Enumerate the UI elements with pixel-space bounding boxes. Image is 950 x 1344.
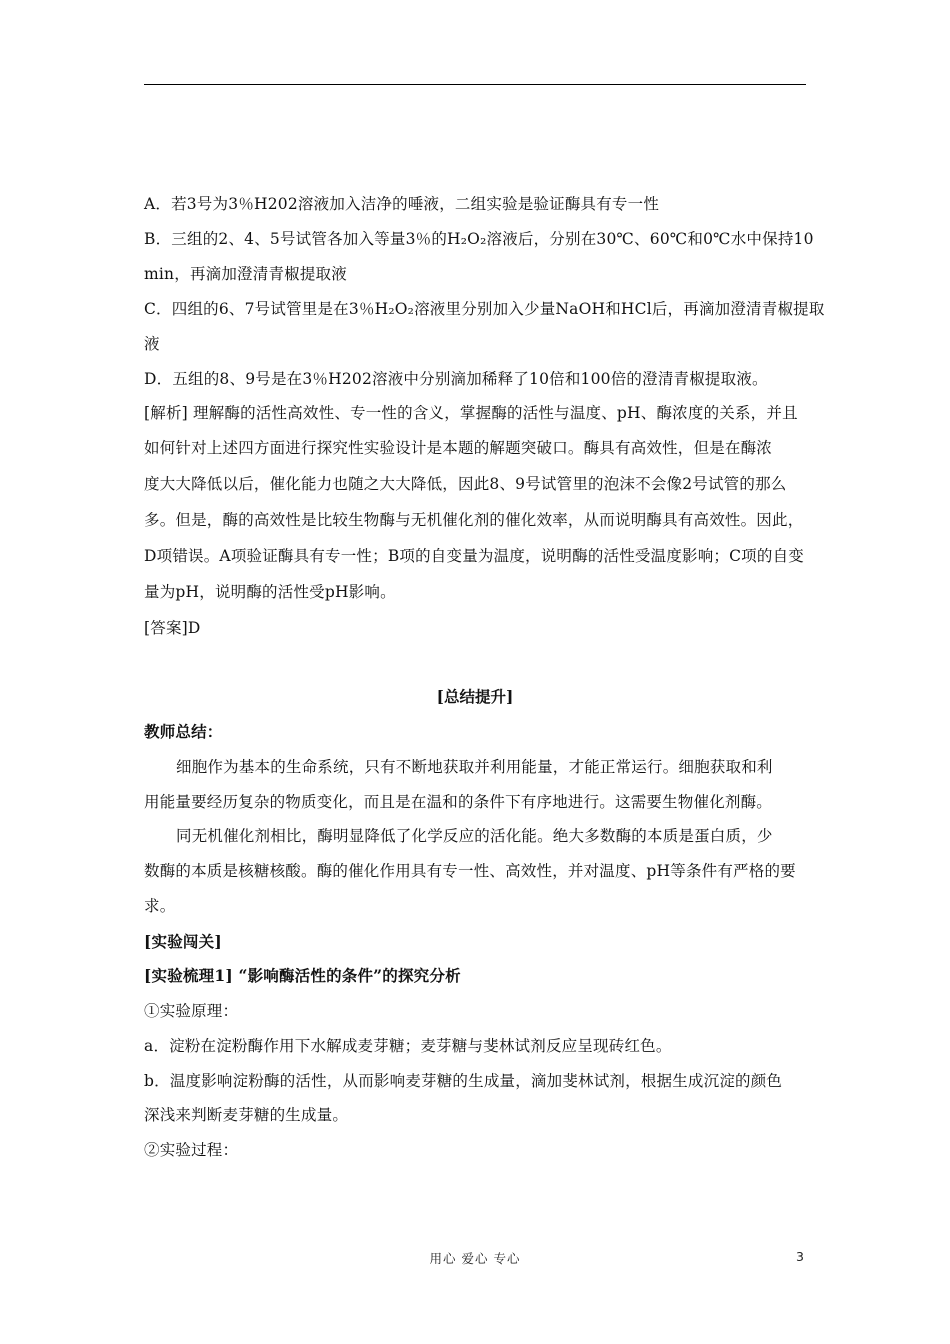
summary-paragraph-1-line-1: 细胞作为基本的生命系统，只有不断地获取并利用能量，才能正常运行。细胞获取和利 bbox=[176, 758, 773, 776]
answer: [答案]D bbox=[144, 619, 201, 637]
summary-paragraph-2-line-1: 同无机催化剂相比，酶明显降低了化学反应的活化能。绝大多数酶的本质是蛋白质，少 bbox=[176, 827, 773, 845]
teacher-summary-label: 教师总结： bbox=[144, 722, 223, 741]
option-b-line-1: B．三组的2、4、5号试管各加入等量3％的H₂O₂溶液后，分别在30℃、60℃和0℃水中保持10 bbox=[144, 230, 814, 248]
experiment-principle-b-line-2: 深浅来判断麦芽糖的生成量。 bbox=[144, 1106, 349, 1124]
option-d: D．五组的8、9号是在3％H202溶液中分别滴加稀释了10倍和100倍的澄清青椒提取液。 bbox=[144, 370, 768, 388]
page-footer: 用心 爱心 专心 bbox=[429, 1251, 521, 1266]
summary-paragraph-2-line-3: 求。 bbox=[144, 897, 176, 915]
option-b-line-2: min，再滴加澄清青椒提取液 bbox=[144, 265, 347, 283]
experiment-section-label: [实验闯关] bbox=[144, 932, 222, 951]
analysis-line-5: D项错误。A项验证酶具有专一性；B项的自变量为温度，说明酶的活性受温度影响；C项的自变 bbox=[144, 547, 804, 565]
summary-heading: [总结提升] bbox=[436, 687, 514, 706]
experiment-process-label: ②实验过程： bbox=[144, 1141, 239, 1159]
option-a: A．若3号为3％H202溶液加入洁净的唾液，二组实验是验证酶具有专一性 bbox=[144, 195, 660, 213]
analysis-line-6: 量为pH，说明酶的活性受pH影响。 bbox=[144, 583, 396, 601]
analysis-line-4: 多。但是，酶的高效性是比较生物酶与无机催化剂的催化效率，从而说明酶具有高效性。因此， bbox=[144, 511, 804, 529]
option-c-line-1: C．四组的6、7号试管里是在3％H₂O₂溶液里分别加入少量NaOH和HCl后，再滴加澄清青椒提取 bbox=[144, 300, 825, 318]
analysis-line-2: 如何针对上述四方面进行探究性实验设计是本题的解题突破口。酶具有高效性，但是在酶浓 bbox=[144, 439, 773, 457]
summary-paragraph-2-line-2: 数酶的本质是核糖核酸。酶的催化作用具有专一性、高效性，并对温度、pH等条件有严格的要 bbox=[144, 862, 796, 880]
option-c-line-2: 液 bbox=[144, 335, 160, 353]
experiment-principle-a: a．淀粉在淀粉酶作用下水解成麦芽糖；麦芽糖与斐林试剂反应呈现砖红色。 bbox=[144, 1037, 672, 1055]
experiment-topic: [实验梳理1] “影响酶活性的条件”的探究分析 bbox=[144, 966, 461, 985]
summary-paragraph-1-line-2: 用能量要经历复杂的物质变化，而且是在温和的条件下有序地进行。这需要生物催化剂酶。 bbox=[144, 793, 773, 811]
page-number: 3 bbox=[796, 1249, 804, 1264]
header-rule bbox=[144, 84, 806, 85]
analysis-line-1: [解析] 理解酶的活性高效性、专一性的含义，掌握酶的活性与温度、pH、酶浓度的关系，并且 bbox=[144, 404, 798, 422]
experiment-principle-label: ①实验原理： bbox=[144, 1002, 239, 1020]
experiment-principle-b-line-1: b．温度影响淀粉酶的活性，从而影响麦芽糖的生成量，滴加斐林试剂，根据生成沉淀的颜色 bbox=[144, 1072, 783, 1090]
analysis-line-3: 度大大降低以后，催化能力也随之大大降低，因此8、9号试管里的泡沫不会像2号试管的那么 bbox=[144, 475, 787, 493]
